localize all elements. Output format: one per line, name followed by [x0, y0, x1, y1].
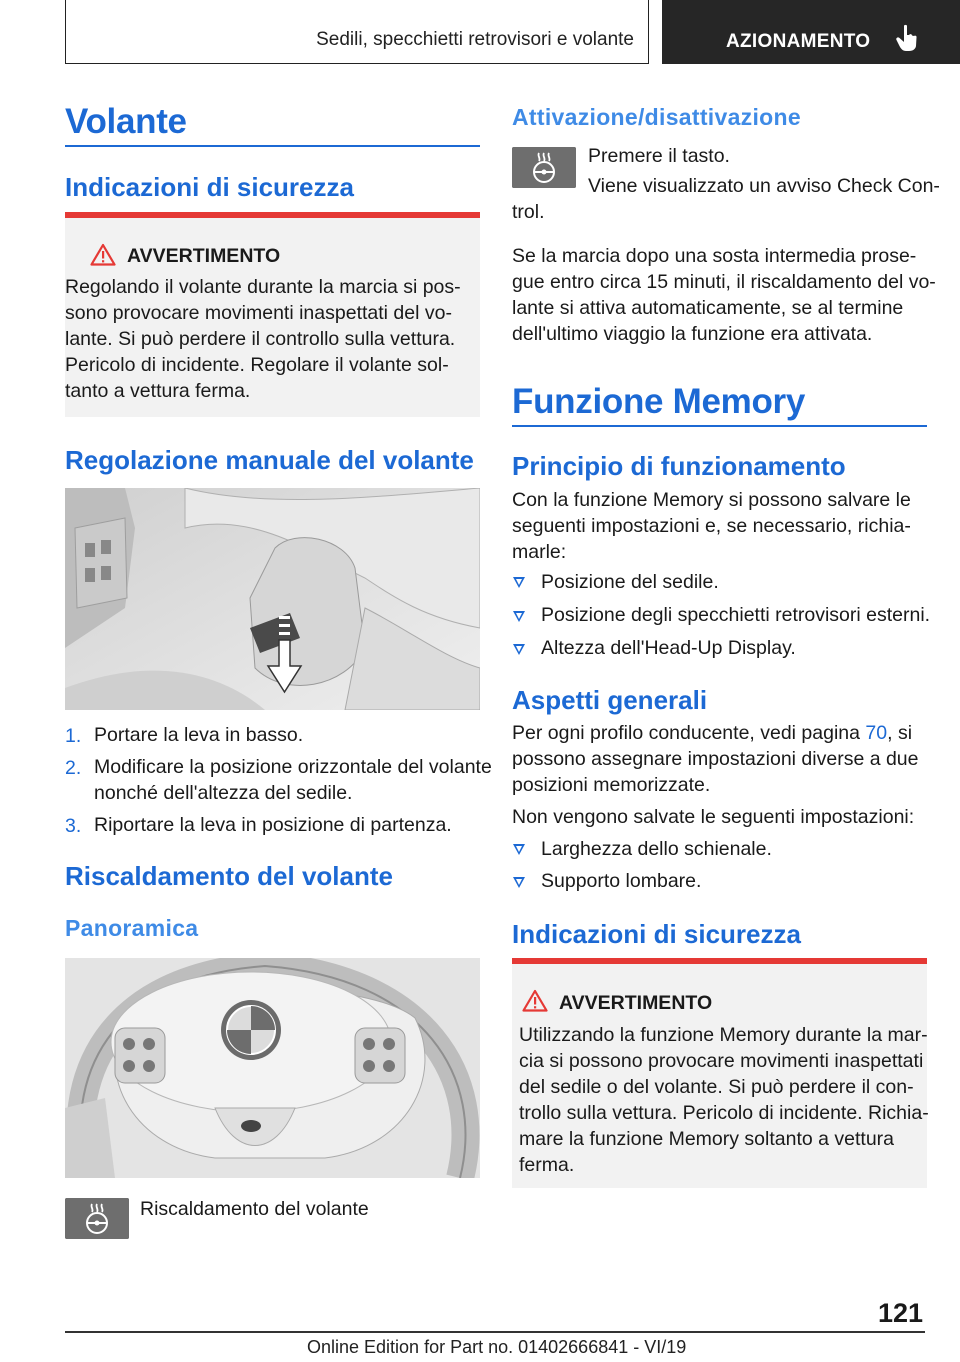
text-line: possono assegnare impostazioni diverse a due: [512, 748, 919, 770]
overview-heading: Panoramica: [65, 915, 199, 941]
not-saved-line: [512, 804, 914, 830]
caption-line: Riscaldamento del volante: [140, 1198, 369, 1220]
step-line: Portare la leva in basso.: [94, 724, 304, 746]
warning-line: Pericolo di incidente. Regolare il volante sol-: [65, 354, 449, 376]
principle-item: [541, 569, 719, 595]
not-saved-item: [541, 836, 772, 862]
page-title: Volante: [65, 102, 187, 141]
text-line: gue entro circa 15 minuti, il riscaldamento del vo-: [512, 271, 936, 293]
bullet-triangle-icon: [513, 644, 525, 655]
header-section-box: [65, 0, 649, 64]
text-line: Non vengono salvate le seguenti impostazioni:: [512, 806, 915, 828]
text-line: Viene visualizzato un avviso Check Con-: [588, 175, 940, 197]
not-saved-item: [541, 868, 701, 894]
warning-line: cia si possono provocare movimenti inaspettati: [519, 1050, 924, 1072]
text-fragment: Per ogni profilo conducente, vedi pagina: [512, 722, 866, 744]
warning-line: tanto a vettura ferma.: [65, 380, 251, 402]
chapter-tab-label: AZIONAMENTO: [726, 31, 871, 52]
principle-item: [541, 635, 796, 661]
bullet-triangle-icon: [513, 877, 525, 888]
warning-box-memory: [512, 958, 927, 1188]
memory-title: Funzione Memory: [512, 382, 806, 421]
warning-triangle-icon: [90, 243, 116, 266]
list-item: Larghezza dello schienale.: [541, 838, 772, 860]
warning-line: lante. Si può perdere il controllo sulla vettura.: [65, 328, 456, 350]
warning-line: del sedile o del volante. Si può perdere il con-: [519, 1076, 914, 1098]
text-line: trol.: [512, 201, 545, 223]
text-fragment: , si: [887, 722, 913, 744]
text-line: lante si attiva automaticamente, se al termine: [512, 297, 904, 319]
warning-line: trollo sulla vettura. Pericolo di incidente. Richia-: [519, 1102, 929, 1124]
steering-heating-button-image: [65, 1198, 129, 1239]
memory-title-rule: [512, 425, 927, 427]
step-text: [94, 754, 492, 806]
bullet-triangle-icon: [513, 577, 525, 588]
warning-title: AVVERTIMENTO: [559, 992, 713, 1014]
list-item: Supporto lombare.: [541, 870, 702, 892]
principle-item: [541, 602, 930, 628]
text-line: Con la funzione Memory si possono salvare le: [512, 489, 911, 511]
text-line: [512, 720, 919, 746]
list-item: Altezza dell'Head-Up Display.: [541, 637, 796, 659]
step-number: 1.: [65, 725, 82, 747]
steering-heating-icon: [65, 1198, 129, 1239]
activation-heading: Attivazione/disattivazione: [512, 104, 801, 130]
text-line: Premere il tasto.: [588, 145, 730, 167]
activation-text-cont: [512, 199, 545, 225]
steering-lever-image: [65, 488, 480, 710]
safety-heading-right: Indicazioni di sicurezza: [512, 919, 801, 949]
steering-heating-icon: [512, 147, 576, 188]
page-number: 121: [878, 1298, 924, 1328]
list-item: Posizione del sedile.: [541, 571, 719, 593]
page-link[interactable]: 70: [865, 722, 888, 744]
step-number: 3.: [65, 815, 82, 837]
warning-line: mare la funzione Memory soltanto a vettura: [519, 1128, 895, 1150]
step-text: [94, 722, 303, 748]
chapter-tab[interactable]: [662, 0, 960, 64]
general-heading: Aspetti generali: [512, 685, 708, 715]
text-line: Se la marcia dopo una sosta intermedia prose-: [512, 245, 917, 267]
list-item: Posizione degli specchietti retrovisori esterni.: [541, 604, 931, 626]
text-line: posizioni memorizzate.: [512, 774, 711, 796]
section-title: Sedili, specchietti retrovisori e volante: [316, 29, 634, 50]
text-line: marle:: [512, 541, 567, 563]
warning-text: [65, 274, 461, 404]
warning-box-steering: [65, 212, 480, 417]
edition-text: Online Edition for Part no. 01402666841 - VI/19: [307, 1337, 687, 1357]
steering-wheel-image: [65, 958, 480, 1178]
step-line: nonché dell'altezza del sedile.: [94, 782, 353, 804]
heating-heading: Riscaldamento del volante: [65, 861, 393, 891]
heating-caption: [140, 1196, 369, 1222]
text-line: seguenti impostazioni e, se necessario, richia-: [512, 515, 911, 537]
footer-rule: [65, 1331, 925, 1333]
warning-triangle-icon: [522, 989, 548, 1012]
general-paragraph: [512, 720, 919, 798]
warning-text: [519, 1022, 929, 1178]
hand-pointer-icon: [895, 24, 919, 52]
warning-line: ferma.: [519, 1154, 575, 1176]
bullet-triangle-icon: [513, 844, 525, 855]
activation-text: [588, 143, 940, 199]
safety-heading-left: Indicazioni di sicurezza: [65, 172, 354, 202]
principle-paragraph: [512, 487, 911, 565]
warning-title: AVVERTIMENTO: [127, 245, 281, 267]
bullet-triangle-icon: [513, 611, 525, 622]
title-rule: [65, 145, 480, 147]
principle-heading: Principio di funzionamento: [512, 451, 846, 481]
warning-line: Regolando il volante durante la marcia si pos-: [65, 276, 461, 298]
restart-paragraph: [512, 243, 936, 347]
steering-heating-button-image: [512, 147, 576, 188]
warning-line: sono provocare movimenti inaspettati del vo-: [65, 302, 452, 324]
step-line: Riportare la leva in posizione di partenza.: [94, 814, 452, 836]
step-line: Modificare la posizione orizzontale del volante: [94, 756, 492, 778]
text-line: dell'ultimo viaggio la funzione era attivata.: [512, 323, 873, 345]
manual-adjust-heading: Regolazione manuale del volante: [65, 445, 474, 475]
step-text: [94, 812, 452, 838]
step-number: 2.: [65, 757, 82, 779]
warning-line: Utilizzando la funzione Memory durante la mar-: [519, 1024, 928, 1046]
